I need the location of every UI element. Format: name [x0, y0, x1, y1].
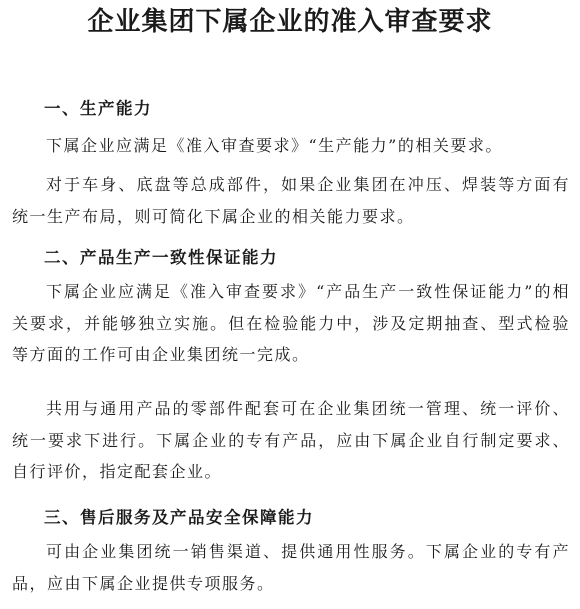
section-3-paragraph-1: 可由企业集团统一销售渠道、提供通用性服务。下属企业的专有产品，应由下属企业提供专项服务。: [12, 542, 570, 593]
section-1-paragraph-1: 下属企业应满足《准入审查要求》“生产能力”的相关要求。: [46, 136, 503, 155]
section-2-paragraph-2: 共用与通用产品的零部件配套可在企业集团统一管理、统一评价、统一要求下进行。下属企业的专有产品，应由下属企业自行制定要求、自行评价，指定配套企业。: [12, 399, 570, 481]
section-2-paragraph-1: 下属企业应满足《准入审查要求》“产品生产一致性保证能力”的相关要求，并能够独立实施。但在检验能力中，涉及定期抽查、型式检验等方面的工作可由企业集团统一完成。: [12, 282, 570, 364]
section-heading-after-sales-safety: 三、售后服务及产品安全保障能力: [44, 508, 314, 527]
section-heading-consistency-assurance: 二、产品生产一致性保证能力: [44, 248, 278, 267]
document-title: 企业集团下属企业的准入审查要求: [87, 7, 493, 37]
section-1-paragraph-2: 对于车身、底盘等总成部件，如果企业集团在冲压、焊装等方面有统一生产布局，则可简化下属企业的相关能力要求。: [12, 175, 570, 226]
section-heading-production-capacity: 一、生产能力: [44, 99, 152, 118]
